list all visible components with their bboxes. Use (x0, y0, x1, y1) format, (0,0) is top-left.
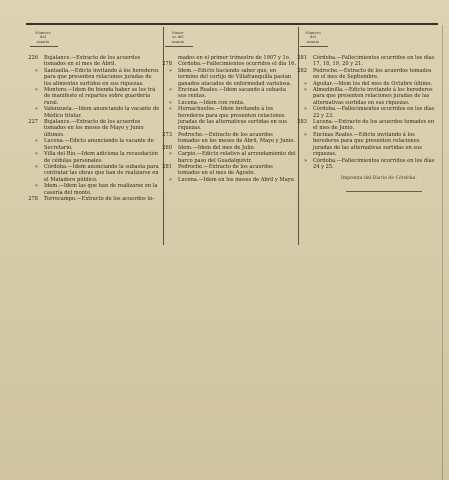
index-entry (291, 68, 437, 81)
entry-number: 283 (297, 119, 307, 126)
entry-number: 226 (28, 55, 38, 61)
entry-number: » (168, 67, 172, 74)
entry-number: » (34, 151, 38, 158)
index-entry (291, 55, 437, 68)
header-line: ro del (172, 35, 184, 40)
entry-number: » (303, 131, 307, 138)
entry-text: Santaella.—Edicto invitando á los herederos para que presenten relaciones juradas de los alimentos surtidos en sus riquezas. (44, 67, 159, 87)
index-entry (22, 151, 160, 164)
index-entry (156, 106, 296, 132)
index-entry (22, 106, 160, 119)
entry-text: mados en el primer trimestre de 1907 y 1o. (178, 55, 291, 61)
index-entry (156, 68, 296, 87)
entry-number: » (303, 87, 307, 94)
index-entry (22, 138, 160, 151)
index-column-1 (22, 55, 160, 202)
entry-text: Valenzuela.—Idem anunciando la vacante de Médico titular. (44, 106, 160, 119)
entry-number: » (303, 106, 307, 113)
entry-number: 278 (162, 61, 172, 68)
printer-credit (341, 176, 417, 181)
entry-number: » (168, 151, 172, 158)
index-entry (22, 164, 160, 183)
printer-prefix: Imprenta del (341, 176, 372, 181)
printer-name: Diario de Córdoba. (372, 176, 417, 181)
entry-text: Lucena.—Extracto de los acuerdos tomados en el mes de Junio. (313, 119, 435, 132)
entry-text: Pedroche.—Extracto de los acuerdos tomados en los meses de Abril, Mayo y Junio. (178, 131, 295, 145)
entry-text: Encinas Reales.—Edicto invitando á los herederos para que presenten relaciones juradas de las alternativas surtidas en sus riquezas. (313, 131, 422, 158)
entry-text: Montoro.—Idem fin bienda haber se los trá de manifesto el repartos sobre guardería rural. (44, 87, 156, 106)
header-rule-1 (30, 46, 58, 47)
entry-text: Bujalance.—Extracto de los acuerdos tomados en los meses de Mayo y Junio últimos. (44, 119, 144, 138)
entry-text: Idem.—Idem las que han de realizarse en la casería del monte. (44, 183, 158, 196)
entry-number: » (34, 67, 38, 74)
entry-number: 278 (28, 195, 38, 202)
header-line: Número (35, 31, 51, 35)
printer-rule (346, 191, 422, 192)
entry-text: Aguilar.—Idem los del mes de Octubre último. (313, 80, 432, 87)
header-line: Núme- (171, 31, 185, 35)
header-line: Número (305, 31, 321, 35)
column-header-2 (163, 31, 193, 44)
entry-text: Lucena.—Idem con renta. (178, 99, 245, 106)
entry-text: Lucena.—Edicto anunciando la vacante de Secretario. (44, 138, 154, 151)
index-column-2 (156, 55, 296, 183)
entry-number: 282 (297, 67, 307, 74)
index-entry (156, 132, 296, 145)
index-entry (291, 158, 437, 171)
entry-number: » (303, 80, 307, 87)
entry-number: » (168, 106, 172, 113)
index-column-3 (291, 55, 437, 170)
entry-text: Almedinilla.—Edicto invitando á los herederos para que presenten relaciones juradas de las alternativas surtidas en sus riquezas. (313, 87, 433, 106)
index-entry (156, 177, 296, 183)
index-entry (291, 87, 437, 106)
entry-number: 281 (162, 163, 172, 170)
entry-number: » (34, 163, 38, 170)
entry-text: Idem.—Idem del mes de Julio. (178, 144, 256, 151)
entry-text: Córdoba.—Fallecimientos ocurridos en los días 17, 18, 19, 20 y 21. (313, 55, 435, 68)
entry-number: 273 (162, 131, 172, 138)
entry-text: Carpio.—Edicto relativo al arrendamiento del barco paso del Guadalquivir. (178, 151, 296, 164)
header-line: asunto (171, 39, 185, 44)
entry-number: » (34, 138, 38, 145)
index-entry (291, 106, 437, 119)
header-rule-2 (165, 46, 193, 47)
entry-number: 227 (28, 119, 38, 126)
index-entry (22, 55, 160, 68)
page-edge-shadow (442, 25, 443, 480)
index-entry (156, 151, 296, 164)
index-entry (291, 119, 437, 132)
header-line: del (310, 35, 316, 40)
entry-text: Córdoba.—Fallecimientos ocurridos el día 16. (178, 61, 296, 68)
entry-text: Córdoba.—Fallecimientos ocurridos en los días 24 y 25. (313, 157, 435, 170)
entry-text: Pedroche.—Extracto de los acuerdos tomados en el mes de Agosto. (178, 163, 273, 177)
entry-number: » (303, 157, 307, 164)
index-entry (22, 196, 160, 202)
entry-text: Torrecampo.—Extracto de los acuerdos to- (44, 195, 155, 202)
entry-number: 260 (162, 144, 172, 151)
entry-number: » (168, 176, 172, 183)
entry-number: » (168, 87, 172, 94)
entry-number: 281 (297, 55, 307, 61)
index-entry (156, 164, 296, 177)
top-rule (26, 23, 438, 25)
entry-text: Idem.—Edicto haciendo saber que, en termino del cortijo de Villafranquilla pastan ganados atacados de enfermedad variolosa. (178, 67, 292, 87)
index-entry (156, 87, 296, 100)
entry-text: Pedroche.—Extracto de los acuerdos tomados en el mes de Septiembre. (313, 67, 432, 81)
entry-text: Córdoba.—Idem anunciando la subasta para contratar las obras que han de realizarse en el Matadero público. (44, 163, 159, 183)
entry-text: Encinas Reales.—Idem sacando á subasta sus rentas. (178, 87, 286, 100)
entry-text: Lucena.—Idem en los meses de Abril y Mayo. (178, 176, 296, 183)
index-entry (22, 87, 160, 106)
entry-text: Córdoba.—Fallecimientos ocurridos en los días 22 y 23. (313, 106, 435, 119)
header-line: asunto (36, 39, 50, 44)
header-line: asunto (306, 39, 320, 44)
index-entry (22, 119, 160, 138)
index-entry (22, 68, 160, 87)
entry-number: » (34, 87, 38, 94)
entry-text: Bujalance.—Extracto de los acuerdos tomados en el mes de Abril. (44, 55, 141, 68)
entry-number: » (168, 99, 172, 106)
index-entry (291, 132, 437, 158)
entry-text: Hornachuelos.—Idem invitando á los herederos para que presenten relaciones juradas de las alternativas surtidas en sus riquezas. (178, 106, 287, 132)
header-line: del (40, 35, 46, 40)
column-header-1 (28, 31, 58, 44)
entry-number: » (34, 183, 38, 190)
entry-text: Villa del Río.—Idem adiciona la recaudación de cédulas personales. (44, 151, 158, 164)
index-entry (22, 183, 160, 196)
header-rule-3 (300, 46, 328, 47)
column-header-3 (298, 31, 328, 44)
entry-number: » (34, 106, 38, 113)
